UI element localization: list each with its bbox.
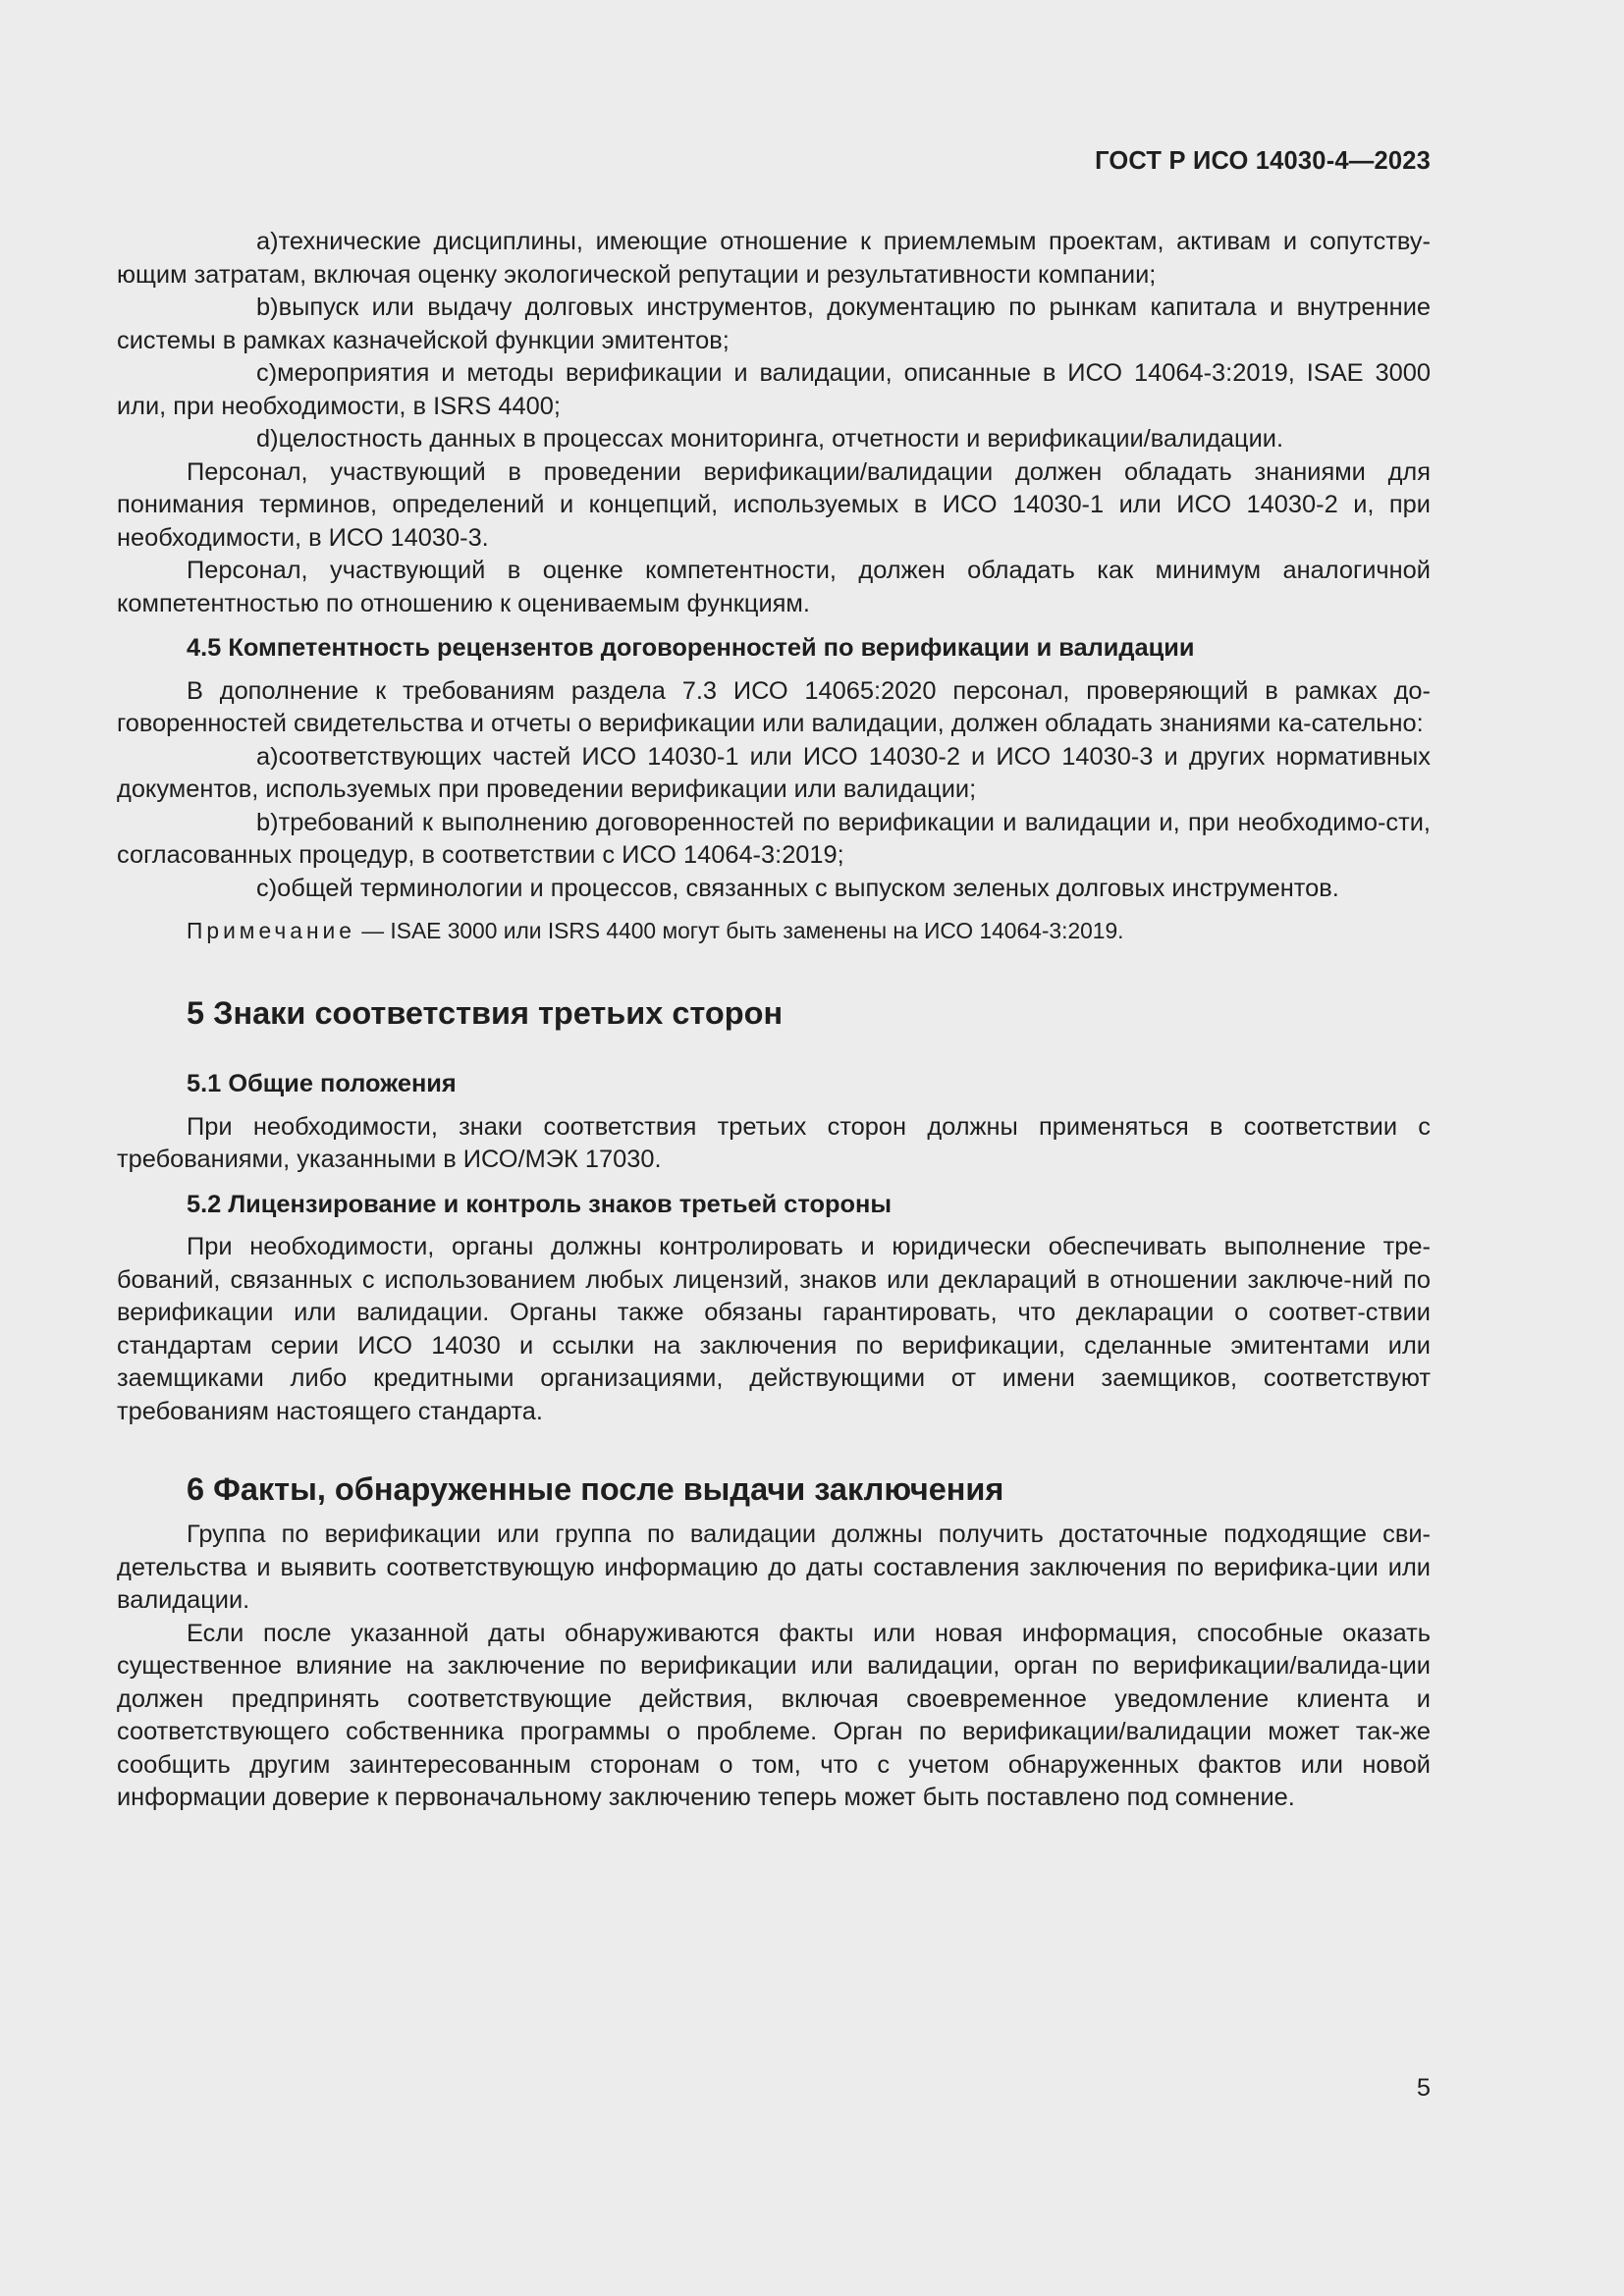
section-5-1-text: При необходимости, знаки соответствия третьих сторон должны применяться в соответствии с требованиями, указанными в ИСО/МЭК 17030. (117, 1112, 1431, 1173)
list-item-text: выпуск или выдачу долговых инструментов, документацию по рынкам капитала и внутренние системы в рамках казначейской функции эмитентов; (117, 294, 1431, 354)
list-item-text: общей терминологии и процессов, связанных с выпуском зеленых долговых инструментов. (277, 874, 1339, 902)
paragraph-personnel-knowledge: Персонал, участвующий в проведении верификации/валидации должен обладать знаниями для понимания терминов, определений и концепций, используемых в ИСО 14030-1 или ИСО 14030-2 и, при необходимости, в ИСО 14030-3. (117, 457, 1431, 552)
section-4-5-intro: В дополнение к требованиям раздела 7.3 ИСО 14065:2020 персонал, проверяющий в рамках до-говоренностей свидетельства и отчеты о верификации или валидации, должен обладать знаниями ка-сательно: (117, 676, 1431, 737)
section-4-5-item-a (117, 741, 1431, 807)
page-number: 5 (1416, 2074, 1431, 2102)
section-5-heading: 5 Знаки соответствия третьих сторон (187, 995, 784, 1031)
list-item-text: соответствующих частей ИСО 14030-1 или ИСО 14030-2 и ИСО 14030-3 и других нормативных документов, используемых при проведении верификации или валидации; (117, 742, 1431, 803)
list-item-label: b) (256, 294, 279, 321)
list-item-text: целостность данных в процессах мониторинга, отчетности и верификации/валидации. (278, 425, 1284, 453)
list-item-d (117, 423, 1431, 456)
list-item-a (117, 226, 1431, 292)
section-4-5-heading: 4.5 Компетентность рецензентов договоренностей по верификации и валидации (187, 634, 1195, 662)
note-text: — ISAE 3000 или ISRS 4400 могут быть заменены на ИСО 14064-3:2019. (354, 918, 1124, 943)
section-4-5-item-b (117, 807, 1431, 873)
section-5-2-text: При необходимости, органы должны контролировать и юридически обеспечивать выполнение тре-бований, связанных с использованием любых лицензий, знаков или деклараций в отношении заключе-ний по верификации или валидации. Органы также обязаны гарантировать, что декларации о соответ-ствии стандартам серии ИСО 14030 и ссылки на заключения по верификации, сделанные эмитентами или заемщиками либо кредитными организациями, действующими от имени заемщиков, соответствуют требованиям настоящего стандарта. (117, 1233, 1431, 1425)
list-item-label: d) (256, 425, 279, 453)
section-4-5-item-c (117, 873, 1431, 906)
list-item-text: требований к выполнению договоренностей по верификации и валидации и, при необходимо-сти, согласованных процедур, в соответствии с ИСО 14064-3:2019; (117, 808, 1431, 869)
list-item-text: технические дисциплины, имеющие отношение к приемлемым проектам, активам и сопутству-ющим затратам, включая оценку экологической репутации и результативности компании; (117, 228, 1431, 289)
list-item-c (117, 357, 1431, 423)
document-code-header: ГОСТ Р ИСО 14030-4—2023 (1095, 147, 1431, 175)
note-label: Примечание (187, 918, 355, 943)
list-item-label: c) (256, 874, 278, 902)
note (117, 915, 1431, 946)
list-item-label: b) (256, 808, 279, 836)
page-content (117, 226, 1431, 1815)
list-item-text: мероприятия и методы верификации и валидации, описанные в ИСО 14064-3:2019, ISAE 3000 или, при необходимости, в ISRS 4400; (117, 359, 1431, 420)
list-item-label: a) (256, 228, 279, 255)
section-5-2-heading: 5.2 Лицензирование и контроль знаков третьей стороны (187, 1190, 893, 1218)
list-item-label: a) (256, 742, 279, 771)
section-6-paragraph-1: Группа по верификации или группа по валидации должны получить достаточные подходящие сви-детельства и выявить соответствующую информацию до даты составления заключения по верифика-ции или валидации. (117, 1521, 1431, 1614)
section-5-1-heading: 5.1 Общие положения (187, 1070, 457, 1097)
paragraph-personnel-competence: Персонал, участвующий в оценке компетентности, должен обладать как минимум аналогичной компетентностью по отношению к оцениваемым функциям. (117, 557, 1431, 617)
section-6-paragraph-2: Если после указанной даты обнаруживаются факты или новая информация, способные оказать существенное влияние на заключение по верификации или валидации, орган по верификации/валида-ции должен предпринять соответствующие действия, включая своевременное уведомление клиента и соответствующего собственника программы о проблеме. Орган по верификации/валидации может так-же сообщить другим заинтересованным сторонам о том, что с учетом обнаруженных фактов или новой информации доверие к первоначальному заключению теперь может быть поставлено под сомнение. (117, 1619, 1431, 1811)
section-6-heading: 6 Факты, обнаруженные после выдачи заключения (187, 1471, 1004, 1507)
list-item-b (117, 292, 1431, 357)
list-item-label: c) (256, 359, 278, 387)
